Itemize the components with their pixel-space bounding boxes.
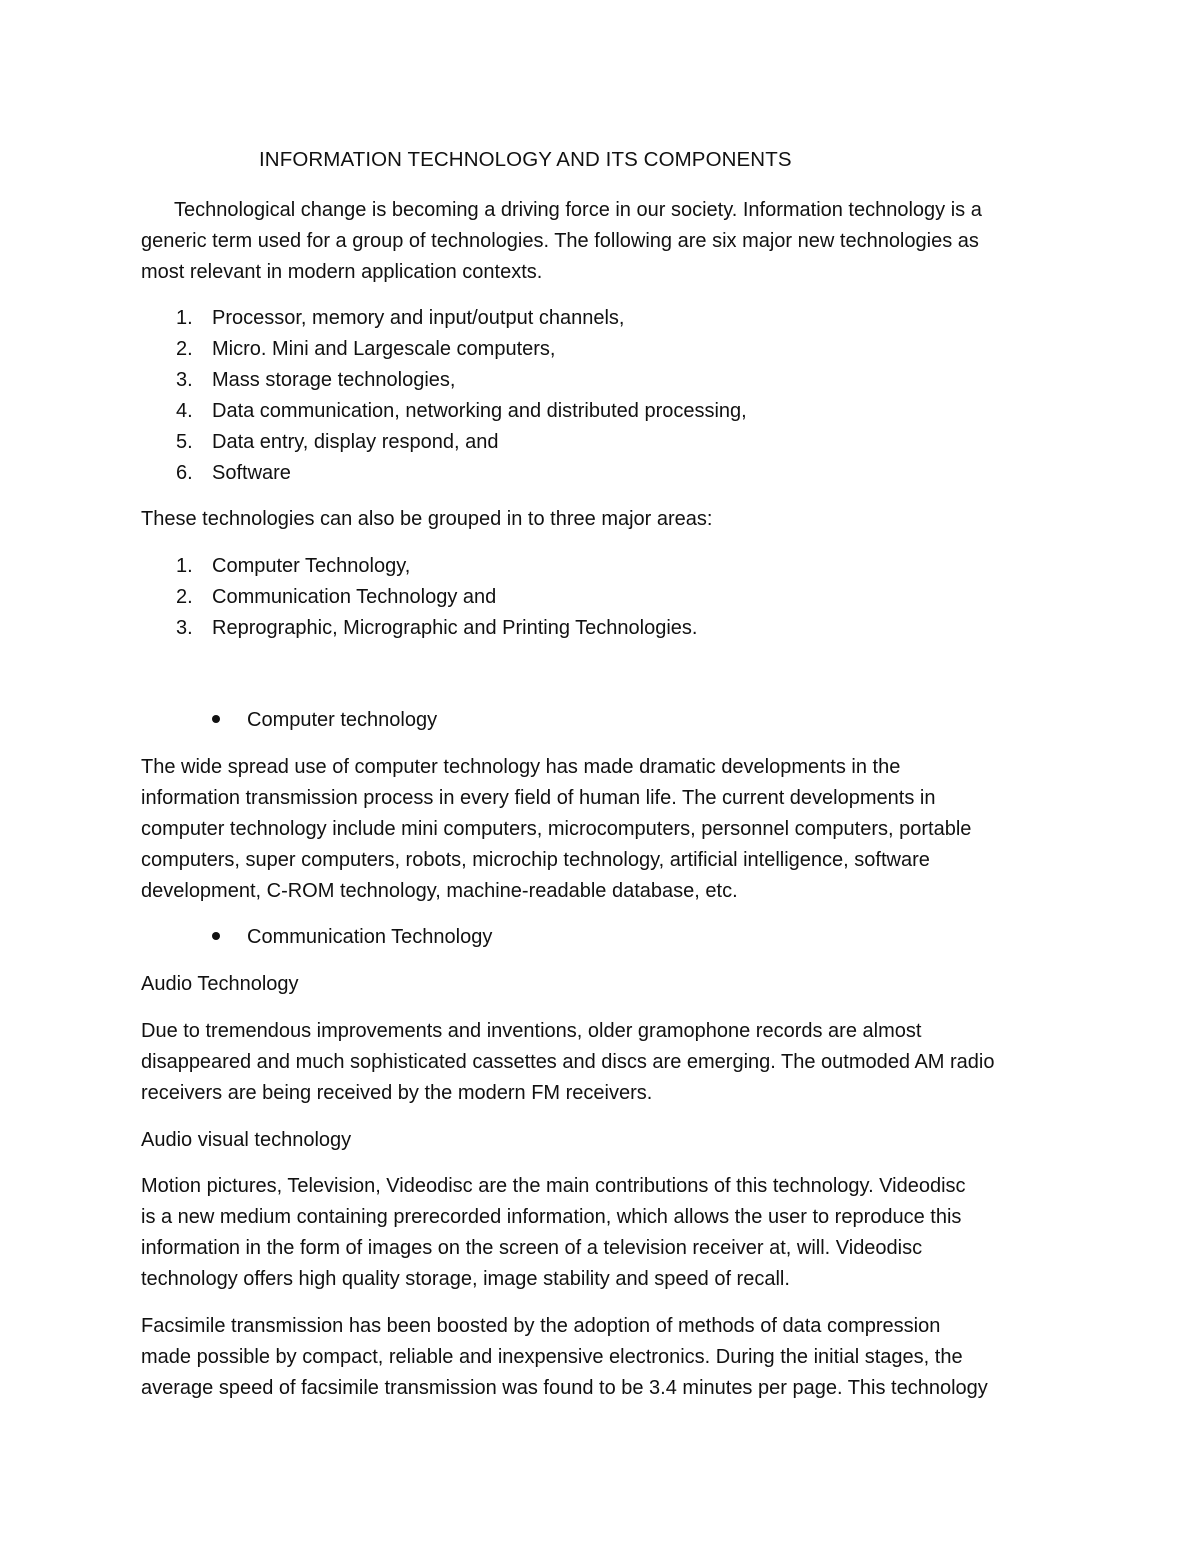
paragraph-line: development, C-ROM technology, machine-readable database, etc.	[141, 880, 738, 902]
bullet-communication-technology	[212, 922, 492, 953]
audio-visual-heading	[141, 1125, 1071, 1156]
paragraph-line: computers, super computers, robots, microchip technology, artificial intelligence, software	[141, 849, 930, 871]
list-text: Data entry, display respond, and	[212, 431, 499, 453]
list-text: Computer Technology,	[212, 555, 411, 577]
list-text: Micro. Mini and Largescale computers,	[212, 338, 556, 360]
six-technologies-list	[176, 303, 747, 489]
bullet-computer-technology	[212, 705, 437, 736]
list-item	[176, 303, 747, 334]
list-item	[176, 613, 697, 644]
paragraph-line: receivers are being received by the modern FM receivers.	[141, 1082, 653, 1104]
list-number: 2.	[176, 338, 193, 360]
list-number: 6.	[176, 462, 193, 484]
facsimile-paragraph	[141, 1311, 1071, 1404]
document-title: INFORMATION TECHNOLOGY AND ITS COMPONENTS	[259, 148, 792, 171]
list-item	[176, 582, 697, 613]
paragraph-line: computer technology include mini computers, microcomputers, personnel computers, portable	[141, 818, 972, 840]
paragraph-line: average speed of facsimile transmission was found to be 3.4 minutes per page. This technology	[141, 1377, 988, 1399]
grouped-intro	[141, 504, 1071, 535]
list-number: 3.	[176, 369, 193, 391]
audio-paragraph	[141, 1016, 1071, 1109]
bullet-icon	[212, 932, 220, 940]
paragraph-line: information transmission process in every field of human life. The current developments in	[141, 787, 936, 809]
list-number: 5.	[176, 431, 193, 453]
paragraph-line: The wide spread use of computer technology has made dramatic developments in the	[141, 756, 901, 778]
list-text: Mass storage technologies,	[212, 369, 456, 391]
bullet-text: Computer technology	[247, 709, 438, 731]
paragraph-line	[141, 195, 1071, 226]
list-text: Software	[212, 462, 291, 484]
list-number: 2.	[176, 586, 193, 608]
paragraph-line: Due to tremendous improvements and inventions, older gramophone records are almost	[141, 1020, 922, 1042]
audio-visual-paragraph	[141, 1171, 1071, 1295]
list-text: Communication Technology and	[212, 586, 497, 608]
list-item	[176, 551, 697, 582]
list-text: Data communication, networking and distributed processing,	[212, 400, 747, 422]
heading-line: Audio Technology	[141, 973, 299, 995]
paragraph-line: technology offers high quality storage, image stability and speed of recall.	[141, 1268, 790, 1290]
computer-paragraph	[141, 752, 1071, 907]
list-number: 4.	[176, 400, 193, 422]
list-number: 1.	[176, 555, 193, 577]
bullet-text: Communication Technology	[247, 926, 493, 948]
list-item	[176, 396, 747, 427]
list-item	[176, 427, 747, 458]
list-text: Processor, memory and input/output channels,	[212, 307, 625, 329]
list-item	[176, 458, 747, 489]
paragraph-line: is a new medium containing prerecorded information, which allows the user to reproduce this	[141, 1206, 962, 1228]
intro-paragraph	[141, 195, 1071, 288]
paragraph-line: information in the form of images on the screen of a television receiver at, will. Videodisc	[141, 1237, 923, 1259]
paragraph-line: made possible by compact, reliable and inexpensive electronics. During the initial stages, the	[141, 1346, 963, 1368]
paragraph-line: Facsimile transmission has been boosted by the adoption of methods of data compression	[141, 1315, 941, 1337]
list-number: 1.	[176, 307, 193, 329]
list-item	[176, 334, 747, 365]
paragraph-line: disappeared and much sophisticated cassettes and discs are emerging. The outmoded AM radio	[141, 1051, 995, 1073]
audio-heading	[141, 969, 1071, 1000]
paragraph-line: Motion pictures, Television, Videodisc are the main contributions of this technology. Videodisc	[141, 1175, 966, 1197]
bullet-icon	[212, 715, 220, 723]
paragraph-line: generic term used for a group of technologies. The following are six major new technologies as	[141, 230, 979, 252]
heading-line: Audio visual technology	[141, 1129, 352, 1151]
list-number: 3.	[176, 617, 193, 639]
list-text: Reprographic, Micrographic and Printing Technologies.	[212, 617, 698, 639]
paragraph-line: These technologies can also be grouped in to three major areas:	[141, 508, 713, 530]
list-item	[176, 365, 747, 396]
line-text: Technological change is becoming a driving force in our society. Information technology is a	[174, 199, 982, 221]
paragraph-line: most relevant in modern application contexts.	[141, 261, 543, 283]
three-areas-list	[176, 551, 697, 644]
